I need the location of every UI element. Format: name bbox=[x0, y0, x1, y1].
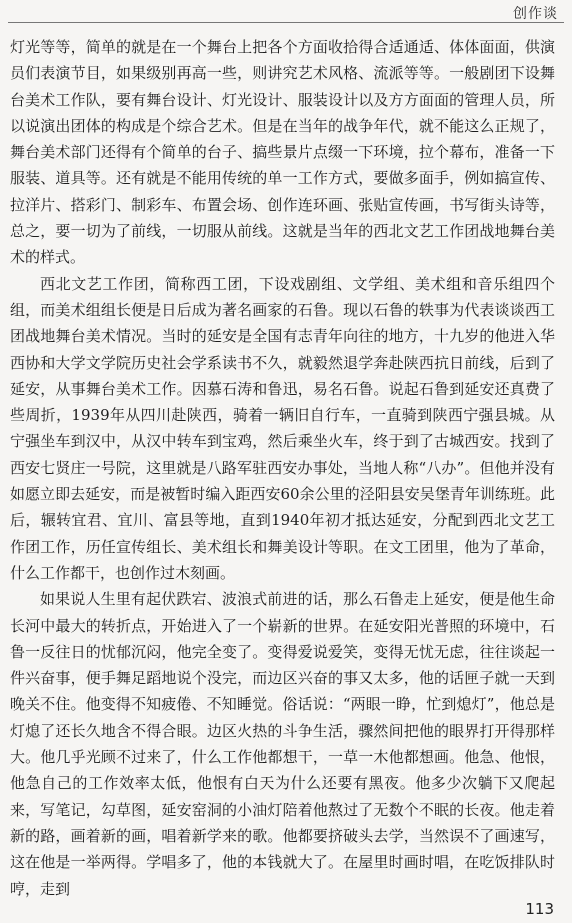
header-divider bbox=[8, 22, 564, 23]
running-header bbox=[0, 0, 572, 22]
paragraph: 如果说人生里有起伏跌宕、波浪式前进的话，那么石鲁走上延安，便是他生命长河中最大的转折点，开始进入了一个崭新的世界。在延安阳光普照的环境中，石鲁一反往日的忧郁沉闷，他完全变了。变得爱说爱笑，变得无忧无虑，往往谈起一件兴奋事，便手舞足蹈地说个没完，而边区兴奋的事又太多，他的话匣子就一天到晚关不住。他变得不知疲倦、不知睡觉。俗话说：“两眼一睁，忙到熄灯”，他总是灯熄了还长久地含不得合眼。边区火热的斗争生活，骤然间把他的眼界打开得那样大。他几乎光顾不过来了，什么工作他都想干，一草一木他都想画。他急、他恨，他急自己的工作效率太低，他恨有白天为什么还要有黑夜。他多少次躺下又爬起来，写笔记，勾草图，延安窑洞的小油灯陪着他熬过了无数个不眠的长夜。他走着新的路，画着新的画，唱着新学来的歌。他都要挤破头去学，当然误不了画速写，这在他是一举两得。学唱多了，他的本钱就大了。在屋里时画时唱，在吃饭排队时哼，走到 bbox=[10, 590, 555, 898]
section-title: 创作谈 bbox=[513, 6, 558, 22]
paragraph: 西北文艺工作团，简称西工团，下设戏剧组、文学组、美术组和音乐组四个组，而美术组组长便是日后成为著名画家的石鲁。现以石鲁的轶事为代表谈谈西工团战地舞台美术情况。当时的延安是全国有志青年向往的地方，十九岁的他进入华西协和大学文学院历史社会学系读书不久，就毅然退学奔赴陕西抗日前线，后到了延安，从事舞台美术工作。因慕石涛和鲁迅，易名石鲁。说起石鲁到延安还真费了些周折，1939年从四川赴陕西，骑着一辆旧自行车，一直骑到陕西宁强县城。从宁强坐车到汉中，从汉中转车到宝鸡，然后乘坐火车，终于到了古城西安。找到了西安七贤庄一号院，这里就是八路军驻西安办事处，当地人称“八办”。但他并没有如愿立即去延安，而是被暂时编入距西安60余公里的泾阳县安吴堡青年训练班。此后，辗转宜君、宜川、富县等地，直到1940年初才抵达延安，分配到西北文艺工作团工作，历任宣传组长、美术组长和舞美设计等职。在文工团里，他为了革命，什么工作都干，也创作过木刻画。 bbox=[10, 274, 555, 582]
paragraph: 灯光等等，简单的就是在一个舞台上把各个方面收拾得合适通适、体体面面，供演员们表演节目，如果级别再高一些，则讲究艺术风格、流派等等。一般剧团下设舞台美术工作队，要有舞台设计、灯光设计、服装设计以及方方面面的管理人员，所以说演出团体的构成是个综合艺术。但是在当年的战争年代，就不能这么正规了，舞台美术部门还得有个简单的台子、搞些景片点缀一下环境，拉个幕布，准备一下服装、道具等。还有就是不能用传统的单一工作方式，要做多面手，例如搞宣传、拉洋片、搭彩门、制彩车、布置会场、创作连环画、张贴宣传画，书写街头诗等，总之，要一切为了前线，一切服从前线。这就是当年的西北文艺工作团战地舞台美术的样式。 bbox=[10, 38, 555, 267]
page-number: 113 bbox=[525, 900, 554, 918]
article-body bbox=[10, 34, 555, 902]
